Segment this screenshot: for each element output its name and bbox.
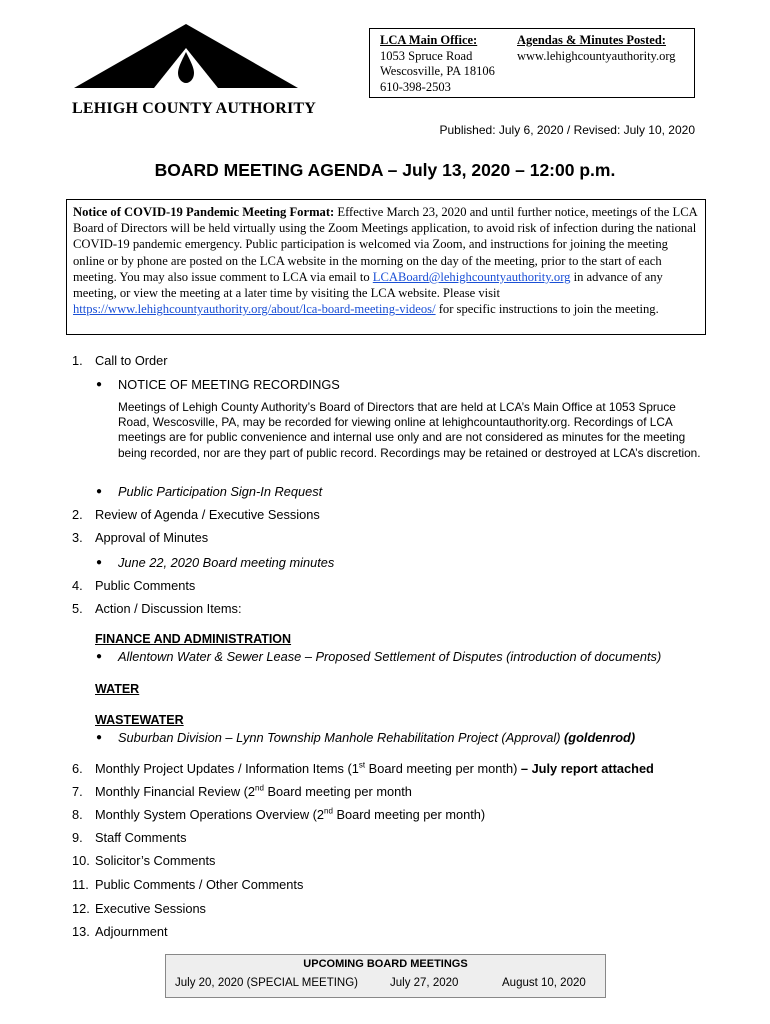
bullet-icon: ● xyxy=(96,732,103,743)
page-title: BOARD MEETING AGENDA – July 13, 2020 – 12:00 p.m. xyxy=(154,160,616,180)
videos-link[interactable]: https://www.lehighcountyauthority.org/about/lca-board-meeting-videos/ xyxy=(73,302,436,317)
agenda-item: 4. Public Comments xyxy=(72,578,196,593)
finance-heading: FINANCE AND ADMINISTRATION xyxy=(95,632,292,646)
finance-item: Allentown Water & Sewer Lease – Proposed Settlement of Disputes (introduction of documents) xyxy=(118,649,662,664)
minutes-item: June 22, 2020 Board meeting minutes xyxy=(118,555,335,570)
wastewater-heading: WASTEWATER xyxy=(95,713,184,727)
bullet-icon: ● xyxy=(96,651,103,662)
meeting-date: July 27, 2020 xyxy=(390,977,459,989)
bullet-icon: ● xyxy=(96,557,103,568)
upcoming-meetings-box xyxy=(165,954,606,998)
bullet-icon: ● xyxy=(96,379,103,390)
agenda-item: 5. Action / Discussion Items: xyxy=(72,601,242,616)
office-label: LCA Main Office: xyxy=(380,33,478,47)
notice-text: in advance of any meeting, or view the meeting at a later time by visiting the LCA website. Please visit xyxy=(73,269,663,301)
agenda-item: 3. Approval of Minutes xyxy=(72,530,209,545)
office-phone: 610-398-2503 xyxy=(380,79,451,94)
agenda-item: 2. Review of Agenda / Executive Sessions xyxy=(72,507,320,522)
notice-text: Effective March 23, 2020 and until further notice, meetings of the LCA Board of Directors will be held virtually using the Zoom Meetings application, to avoid risk of infection during the national COVID-19 pandemic emergency. Public participation is welcomed via Zoom, and instructions for joining the meeting online or by phone are posted on the LCA website in the morning on the day of the meeting, prior to the start of each meeting. You may also issue comment to LCA via email to xyxy=(73,205,698,284)
posted-url: www.lehighcountyauthority.org xyxy=(517,48,676,63)
main-office-info xyxy=(380,33,495,95)
covid-notice xyxy=(66,199,706,335)
signin-request: Public Participation Sign-In Request xyxy=(118,484,323,499)
contact-box xyxy=(369,28,695,98)
agenda-item: 8. Monthly System Operations Overview (2nd Board meeting per month) xyxy=(72,806,486,822)
upcoming-title: UPCOMING BOARD MEETINGS xyxy=(303,958,468,970)
notice-text: for specific instructions to join the meeting. xyxy=(435,302,659,317)
meeting-date: August 10, 2020 xyxy=(502,977,586,989)
meeting-date: July 20, 2020 (SPECIAL MEETING) xyxy=(175,977,359,989)
recordings-notice-text: Meetings of Lehigh County Authority’s Board of Directors that are held at LCA’s Main Office at 1053 Spruce Road, Wescosville, PA, may be recorded for viewing online at lehighcountauthority.org. Recordings of LCA meetings are for public convenience and internal use only and are not considered as minutes for the meeting being recorded, nor are they part of public record. Recordings may be retained or destroyed at LCA’s discretion. xyxy=(118,400,701,460)
agenda-item: 10. Solicitor’s Comments xyxy=(72,853,216,868)
agenda-item: 1. Call to Order xyxy=(72,353,168,368)
posting-info xyxy=(517,33,676,64)
agenda-item: 9. Staff Comments xyxy=(72,830,187,845)
agenda-item: 12. Executive Sessions xyxy=(72,901,206,916)
agenda-item: 6. Monthly Project Updates / Information Items (1st Board meeting per month) – July report attached xyxy=(72,760,654,776)
office-address-line: Wescosville, PA 18106 xyxy=(380,64,495,78)
water-heading: WATER xyxy=(95,682,140,696)
published-date: Published: July 6, 2020 / Revised: July 10, 2020 xyxy=(439,123,695,137)
wastewater-item: Suburban Division – Lynn Township Manhole Rehabilitation Project (Approval) (goldenrod) xyxy=(118,730,636,745)
lca-logo-icon xyxy=(70,22,302,92)
recordings-heading: NOTICE OF MEETING RECORDINGS xyxy=(118,377,340,392)
agenda-item: 11. Public Comments / Other Comments xyxy=(72,877,304,892)
bullet-icon: ● xyxy=(96,486,103,497)
email-link[interactable]: LCABoard@lehighcountyauthority.org xyxy=(372,269,571,284)
notice-heading: Notice of COVID-19 Pandemic Meeting Format: xyxy=(73,205,335,219)
office-address-line: 1053 Spruce Road xyxy=(380,48,473,63)
organization-name: LEHIGH COUNTY AUTHORITY xyxy=(72,100,317,117)
agenda-item: 7. Monthly Financial Review (2nd Board meeting per month xyxy=(72,783,412,799)
agenda-item: 13. Adjournment xyxy=(72,924,168,939)
posted-label: Agendas & Minutes Posted: xyxy=(517,33,666,47)
